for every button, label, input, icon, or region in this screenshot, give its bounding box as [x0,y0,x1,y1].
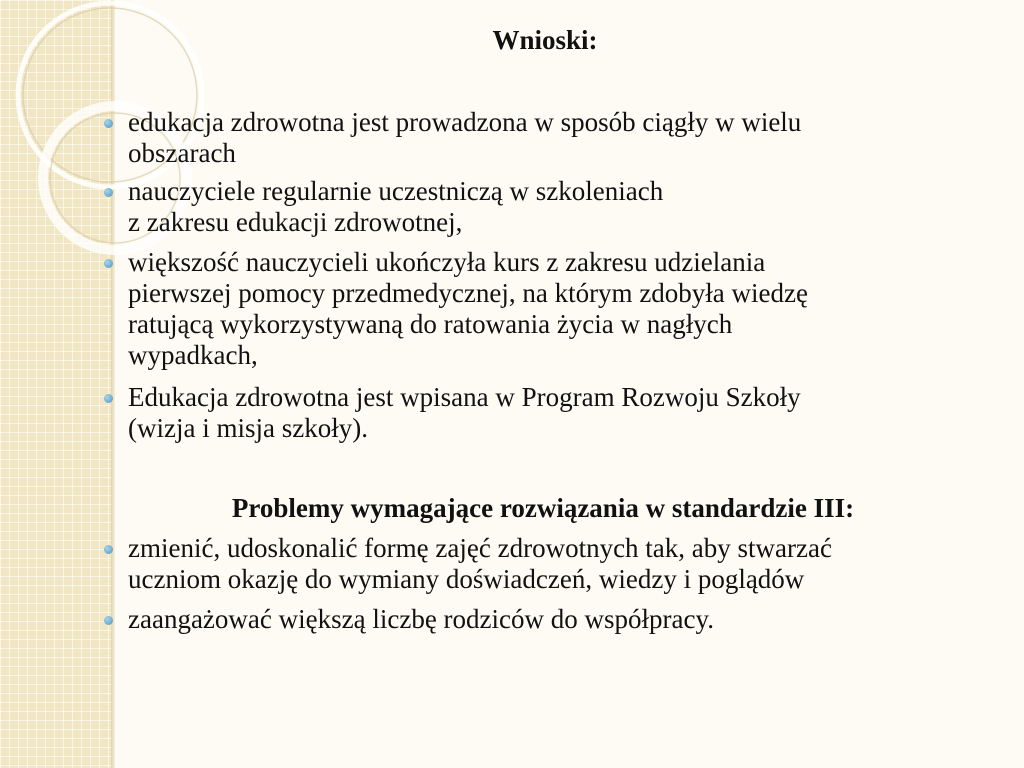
item-line: (wizja i misja szkoły). [128,413,368,443]
list-item [128,176,998,238]
bullet-icon [104,545,113,554]
bullet-icon [104,394,113,403]
item-line: większość nauczycieli ukończyła kurs z zakresu udzielania [128,247,766,277]
item-line: ratującą wykorzystywaną do ratowania życia w nagłych [128,309,733,339]
list-item [128,604,998,635]
bullet-icon [104,616,113,625]
item-line: Edukacja zdrowotna jest wpisana w Program Rozwoju Szkoły [128,382,801,412]
item-line: pierwszej pomocy przedmedycznej, na którym zdobyła wiedzę [128,278,808,308]
item-line: wypadkach, [128,340,258,370]
list-item [128,382,998,444]
list-item [128,247,998,371]
item-line: obszarach [128,138,236,168]
bullet-icon [104,119,113,128]
item-line: edukacja zdrowotna jest prowadzona w sposób ciągły w wielu [128,107,802,137]
list-item [128,533,998,595]
list-item [128,107,998,169]
item-line: z zakresu edukacji zdrowotnej, [128,207,463,237]
bullet-icon [104,188,113,197]
item-line: nauczyciele regularnie uczestniczą w szkoleniach [128,176,664,206]
item-line: zaangażować większą liczbę rodziców do współpracy. [128,604,714,634]
slide-title: Wnioski: [492,25,598,55]
bullet-icon [104,259,113,268]
item-line: uczniom okazję do wymiany doświadczeń, wiedzy i poglądów [128,564,805,594]
item-line: zmienić, udoskonalić formę zajęć zdrowotnych tak, aby stwarzać [128,533,832,563]
problems-heading: Problemy wymagające rozwiązania w standardzie III: [231,493,855,523]
